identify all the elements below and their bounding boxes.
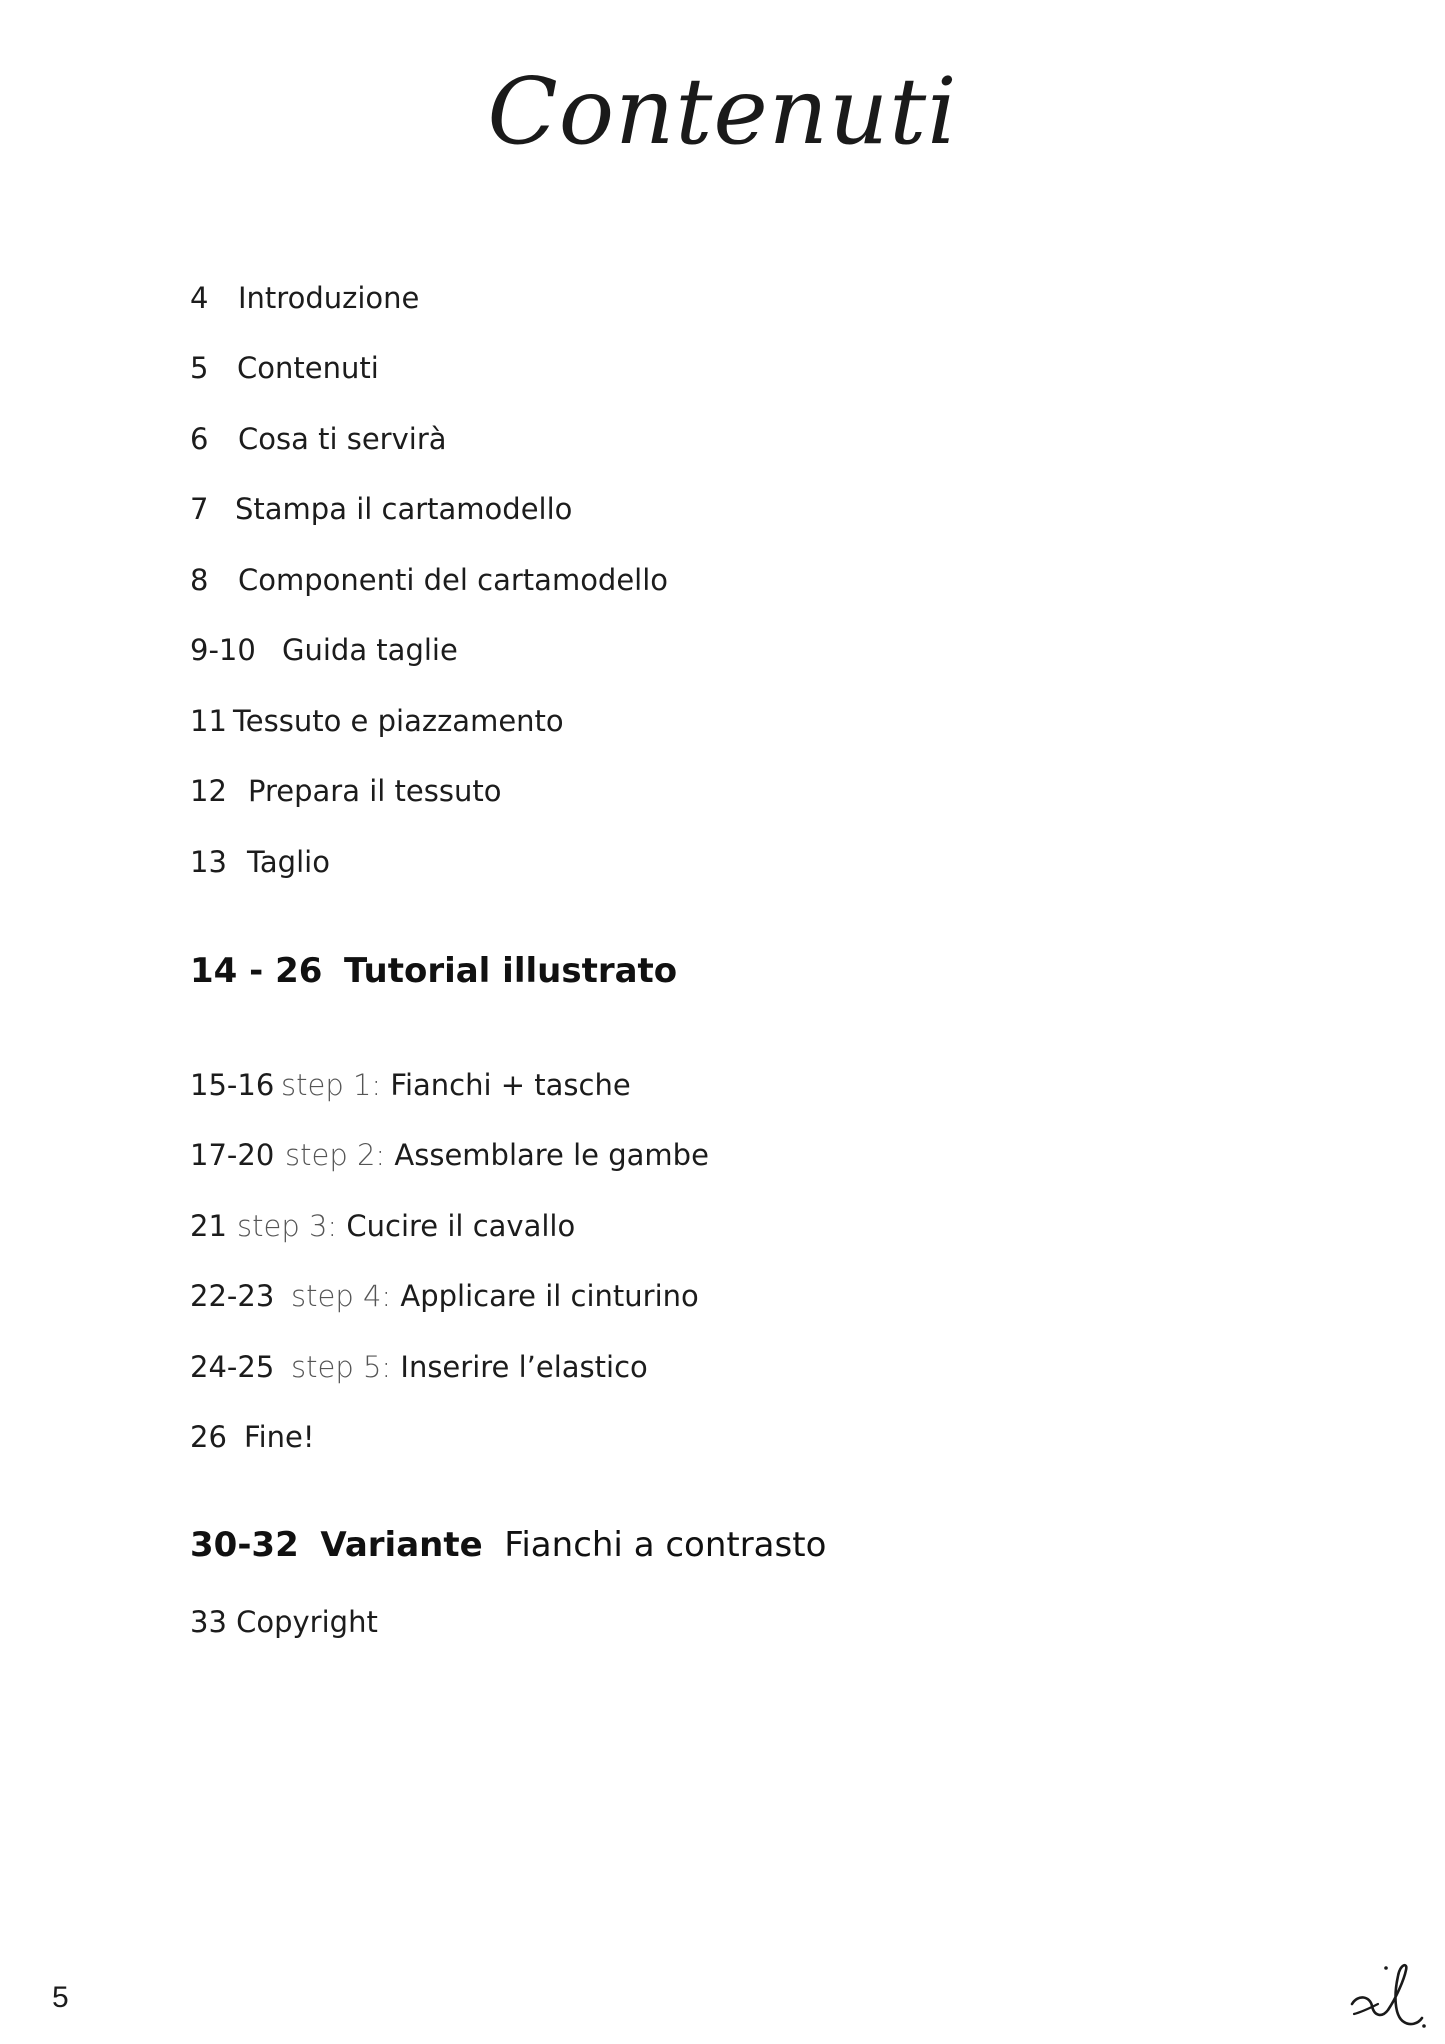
toc-label: Guida taglie [282,633,458,667]
toc-item-componenti[interactable] [190,563,669,597]
section-title: Variante [320,1525,483,1565]
toc-page-number: 22-23 [190,1279,275,1313]
toc-label: Componenti del cartamodello [238,563,669,597]
toc-item-step-5[interactable] [190,1350,648,1384]
toc-label: Tessuto e piazzamento [233,704,564,738]
toc-label: Applicare il cinturino [400,1279,699,1313]
section-pages: 30-32 [190,1525,299,1565]
toc-label: Cucire il cavallo [346,1209,576,1243]
toc-page-number: 15-16 [190,1068,275,1102]
toc-item-taglio[interactable] [190,845,330,879]
toc-item-fine[interactable] [190,1420,315,1454]
toc-label: Cosa ti servirà [238,422,447,456]
toc-label: Assemblare le gambe [394,1138,709,1172]
toc-page-number: 24-25 [190,1350,275,1384]
toc-item-guida-taglie[interactable] [190,633,458,667]
toc-item-copyright[interactable] [190,1605,378,1639]
section-pages: 14 - 26 [190,951,323,991]
toc-item-step-1[interactable] [190,1068,631,1102]
toc-item-stampa-cartamodello[interactable] [190,492,573,526]
section-heading-tutorial[interactable] [190,951,678,991]
toc-label: Copyright [236,1605,378,1639]
step-prefix: step 2: [285,1138,386,1172]
toc-page-number: 6 [190,422,209,456]
step-prefix: step 3: [237,1209,338,1243]
section-title: Tutorial illustrato [344,951,678,991]
page-number: 5 [52,1981,69,2014]
toc-page-number: 11 [190,704,227,738]
step-prefix: step 1: [281,1068,382,1102]
toc-page-number: 33 [190,1605,227,1639]
page-title: Contenuti [487,58,958,165]
toc-page-number: 7 [190,492,209,526]
toc-page-number: 21 [190,1209,227,1243]
toc-item-cosa-ti-servira[interactable] [190,422,447,456]
toc-label: Fine! [244,1420,315,1454]
toc-page-number: 12 [190,774,227,808]
toc-page-number: 5 [190,351,209,385]
toc-label: Fianchi + tasche [390,1068,631,1102]
toc-label: Introduzione [238,281,420,315]
toc-label: Inserire l’elastico [400,1350,648,1384]
step-prefix: step 5: [291,1350,392,1384]
toc-item-prepara-tessuto[interactable] [190,774,502,808]
signature-logo-icon [1348,1960,1428,2030]
toc-item-step-3[interactable] [190,1209,576,1243]
toc-page-number: 9-10 [190,633,256,667]
toc-page-number: 13 [190,845,227,879]
toc-label: Stampa il cartamodello [235,492,573,526]
toc-page-number: 4 [190,281,209,315]
toc-label: Prepara il tessuto [248,774,502,808]
toc-item-introduzione[interactable] [190,281,420,315]
toc-label: Taglio [247,845,330,879]
toc-item-tessuto[interactable] [190,704,564,738]
section-subtitle: Fianchi a contrasto [504,1525,827,1565]
toc-page-number: 26 [190,1420,227,1454]
toc-item-contenuti[interactable] [190,351,379,385]
toc-item-step-4[interactable] [190,1279,699,1313]
step-prefix: step 4: [291,1279,392,1313]
toc-label: Contenuti [237,351,379,385]
toc-page-number: 8 [190,563,209,597]
section-heading-variante[interactable] [190,1525,827,1565]
toc-item-step-2[interactable] [190,1138,709,1172]
toc-page-number: 17-20 [190,1138,275,1172]
